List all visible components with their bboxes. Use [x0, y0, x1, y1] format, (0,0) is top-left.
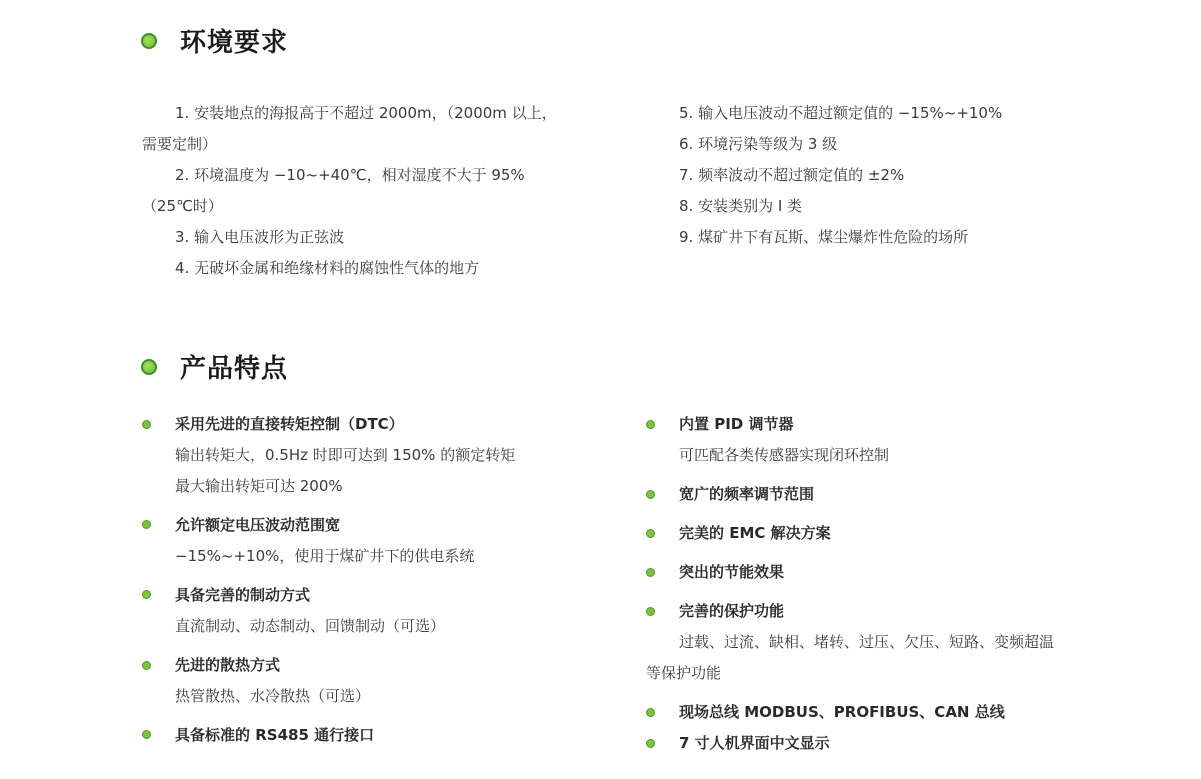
feature-desc: 等保护功能 — [646, 664, 722, 682]
features-section-heading — [141, 348, 288, 385]
feature-bullet-icon — [646, 529, 655, 538]
env-item-9: 9. 煤矿井下有瓦斯、煤尘爆炸性危险的场所 — [679, 228, 969, 246]
feature-desc: 可匹配各类传感器实现闭环控制 — [679, 446, 890, 464]
feature-bullet-icon — [646, 607, 655, 616]
env-item-2: 2. 环境温度为 −10~+40℃，相对湿度不大于 95% — [175, 166, 525, 184]
feature-bullet-icon — [142, 661, 151, 670]
feature-bullet-icon — [646, 420, 655, 429]
feature-bullet-icon — [646, 739, 655, 748]
env-section-heading — [141, 22, 288, 59]
env-item-2-cont: （25℃时） — [142, 197, 223, 215]
feature-bullet-icon — [646, 568, 655, 577]
env-item-6: 6. 环境污染等级为 3 级 — [679, 135, 838, 153]
env-item-4: 4. 无破坏金属和绝缘材料的腐蚀性气体的地方 — [175, 259, 480, 277]
env-item-3: 3. 输入电压波形为正弦波 — [175, 228, 345, 246]
env-item-1-cont: 需要定制） — [142, 135, 218, 153]
feature-bullet-icon — [646, 490, 655, 499]
feature-title: 采用先进的直接转矩控制（DTC） — [175, 415, 404, 433]
feature-title: 7 寸人机界面中文显示 — [679, 734, 830, 752]
env-section-title: 环境要求 — [180, 28, 289, 58]
feature-title: 完美的 EMC 解决方案 — [679, 524, 831, 542]
feature-title: 完善的保护功能 — [679, 602, 785, 620]
feature-bullet-icon — [142, 590, 151, 599]
env-item-7: 7. 频率波动不超过额定值的 ±2% — [679, 166, 905, 184]
feature-desc: 输出转矩大，0.5Hz 时即可达到 150% 的额定转矩 — [175, 446, 516, 464]
feature-title: 先进的散热方式 — [175, 656, 281, 674]
feature-bullet-icon — [142, 730, 151, 739]
feature-bullet-icon — [142, 520, 151, 529]
feature-title: 突出的节能效果 — [679, 563, 785, 581]
features-section-title: 产品特点 — [180, 354, 289, 384]
feature-title: 内置 PID 调节器 — [679, 415, 794, 433]
feature-title: 允许额定电压波动范围宽 — [175, 516, 341, 534]
feature-desc: 热管散热、水冷散热（可选） — [175, 687, 371, 705]
feature-desc: 最大输出转矩可达 200% — [175, 477, 343, 495]
feature-title: 具备标准的 RS485 通行接口 — [175, 726, 375, 744]
feature-bullet-icon — [142, 420, 151, 429]
feature-bullet-icon — [646, 708, 655, 717]
feature-desc: 过载、过流、缺相、堵转、过压、欠压、短路、变频超温 — [679, 633, 1055, 651]
env-item-5: 5. 输入电压波动不超过额定值的 −15%~+10% — [679, 104, 1003, 122]
env-item-1: 1. 安装地点的海报高于不超过 2000m，（2000m 以上， — [175, 104, 557, 122]
green-bullet-icon — [141, 33, 157, 49]
feature-desc: −15%~+10%，使用于煤矿井下的供电系统 — [175, 547, 475, 565]
feature-title: 具备完善的制动方式 — [175, 586, 311, 604]
feature-title: 现场总线 MODBUS、PROFIBUS、CAN 总线 — [679, 703, 1005, 721]
feature-title: 宽广的频率调节范围 — [679, 485, 815, 503]
feature-desc: 直流制动、动态制动、回馈制动（可选） — [175, 617, 446, 635]
env-item-8: 8. 安装类别为 I 类 — [679, 197, 803, 215]
green-bullet-icon — [141, 359, 157, 375]
